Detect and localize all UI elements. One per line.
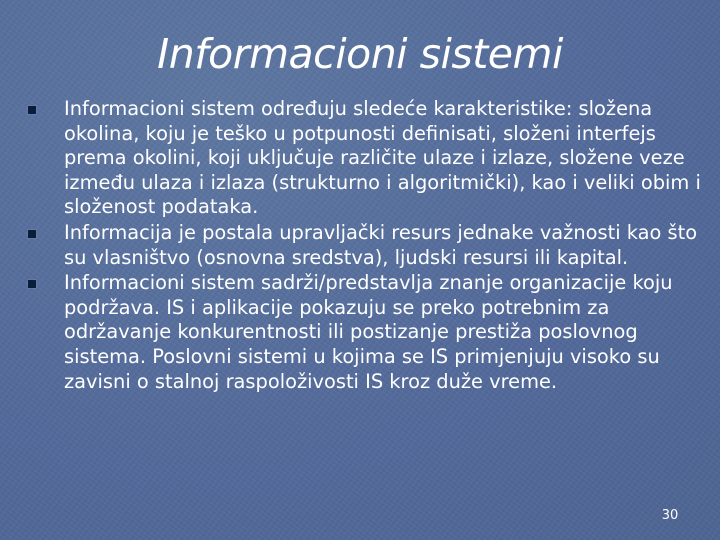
bullet-item (28, 271, 718, 394)
square-bullet-icon (28, 230, 36, 238)
bullet-text: Informacioni sistem određuju sledeće karakteristike: složena okolina, koju je teško u potpunosti definisati, složeni interfejs prema okolini, koji uključuje različite ulaze i izlaze, složene veze između ulaza i izlaza (strukturno i algoritmički), kao i veliki obim i složenost podataka. (64, 97, 701, 219)
bullet-item (28, 97, 718, 220)
bullet-text: Informacioni sistem sadrži/predstavlja znanje organizacije koju podržava. IS i aplikacije pokazuju se preko potrebnim za održavanje konkurentnosti ili postizanje prestiža poslovnog sistema. Poslovni sistemi u kojima se IS primjenjuju visoko su zavisni o stalnoj raspoloživosti IS kroz duže vreme. (64, 271, 673, 393)
bullet-list (28, 97, 718, 394)
slide-title: Informacioni sistemi (157, 30, 563, 78)
bullet-text: Informacija je postala upravljački resurs jednake važnosti kao što su vlasništvo (osnovna sredstva), ljudski resursi ili kapital. (64, 220, 698, 269)
square-bullet-icon (28, 280, 36, 288)
bullet-item (28, 221, 718, 270)
page-number: 30 (661, 508, 679, 523)
square-bullet-icon (28, 106, 36, 114)
